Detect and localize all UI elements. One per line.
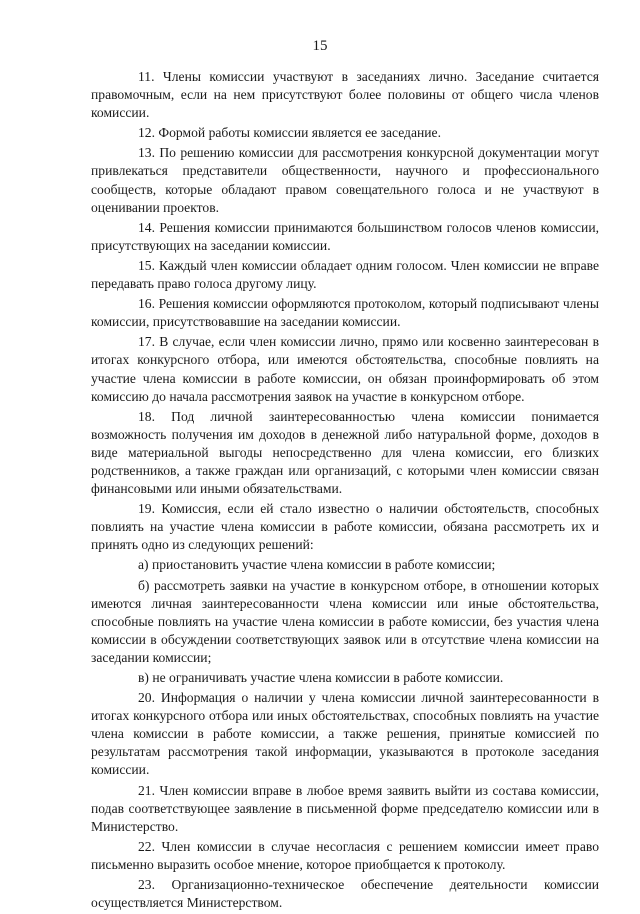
paragraph-19-item-v: в) не ограничивать участие члена комиссии в работе комиссии. — [138, 670, 504, 685]
paragraph-18: 18. Под личной заинтересованностью члена комиссии понимается возможность получения им доходов в денежной либо натуральной форме, доходов в виде материальной выгоды непосредственно для члена комиссии, его близких родственников, а также граждан или организаций, с которыми член комиссии связан финансовыми или иными обязательствами. — [91, 408, 599, 497]
paragraph-17: 17. В случае, если член комиссии лично, прямо или косвенно заинтересован в итогах конкурсного отбора, или имеются обстоятельства, способные повлиять на участие члена комиссии в работе комиссии, он обязан проинформировать об этом комиссию до начала рассмотрения заявок на участие в конкурсном отборе. — [91, 334, 599, 404]
page-number: 15 — [312, 38, 328, 54]
paragraph-15: 15. Каждый член комиссии обладает одним голосом. Член комиссии не вправе передавать право голоса другому лицу. — [91, 257, 599, 292]
paragraph-22: 22. Член комиссии в случае несогласия с решением комиссии имеет право письменно выразить особое мнение, которое приобщается к протоколу. — [91, 838, 599, 872]
paragraph-13: 13. По решению комиссии для рассмотрения конкурсной документации могут привлекаться представители общественности, научного и профессионального сообществ, которые обладают правом совещательного голоса и не участвуют в оценивании проектов. — [91, 145, 599, 215]
paragraph-19-item-b: б) рассмотреть заявки на участие в конкурсном отборе, в отношении которых имеются личная заинтересованности члена комиссии или иные обстоятельства, способные повлиять на участие члена комиссии в работе комиссии, без участия члена комиссии в обсуждении соответствующих заявок или в отсутствие члена комиссии на заседании комиссии; — [91, 577, 599, 665]
document-body — [91, 68, 599, 914]
paragraph-11: 11. Члены комиссии участвуют в заседаниях лично. Заседание считается правомочным, если на нем присутствуют более половины от общего числа членов комиссии. — [91, 69, 599, 121]
paragraph-21: 21. Член комиссии вправе в любое время заявить выйти из состава комиссии, подав соответствующее заявление в письменной форме председателю комиссии или в Министерство. — [91, 782, 599, 834]
paragraph-19-item-a: а) приостановить участие члена комиссии в работе комиссии; — [138, 557, 496, 573]
paragraph-16: 16. Решения комиссии оформляются протоколом, который подписывают члены комиссии, присутствовавшие на заседании комиссии. — [91, 296, 599, 330]
paragraph-12: 12. Формой работы комиссии является ее заседание. — [138, 125, 441, 141]
paragraph-23: 23. Организационно-техническое обеспечение деятельности комиссии осуществляется Министерством. — [91, 877, 599, 911]
paragraph-20: 20. Информация о наличии у члена комиссии личной заинтересованности в итогах конкурсного отбора или иных обстоятельствах, способных повлиять на участие члена комиссии в работе комиссии, а также решения, принятые комиссией по результатам рассмотрения такой информации, указываются в протоколе заседания комиссии. — [91, 690, 599, 778]
paragraph-19: 19. Комиссия, если ей стало известно о наличии обстоятельств, способных повлиять на участие члена комиссии в работе комиссии, обязана рассмотреть их и принять одно из следующих решений: — [91, 501, 599, 553]
paragraph-14: 14. Решения комиссии принимаются большинством голосов членов комиссии, присутствующих на заседании комиссии. — [91, 219, 599, 253]
